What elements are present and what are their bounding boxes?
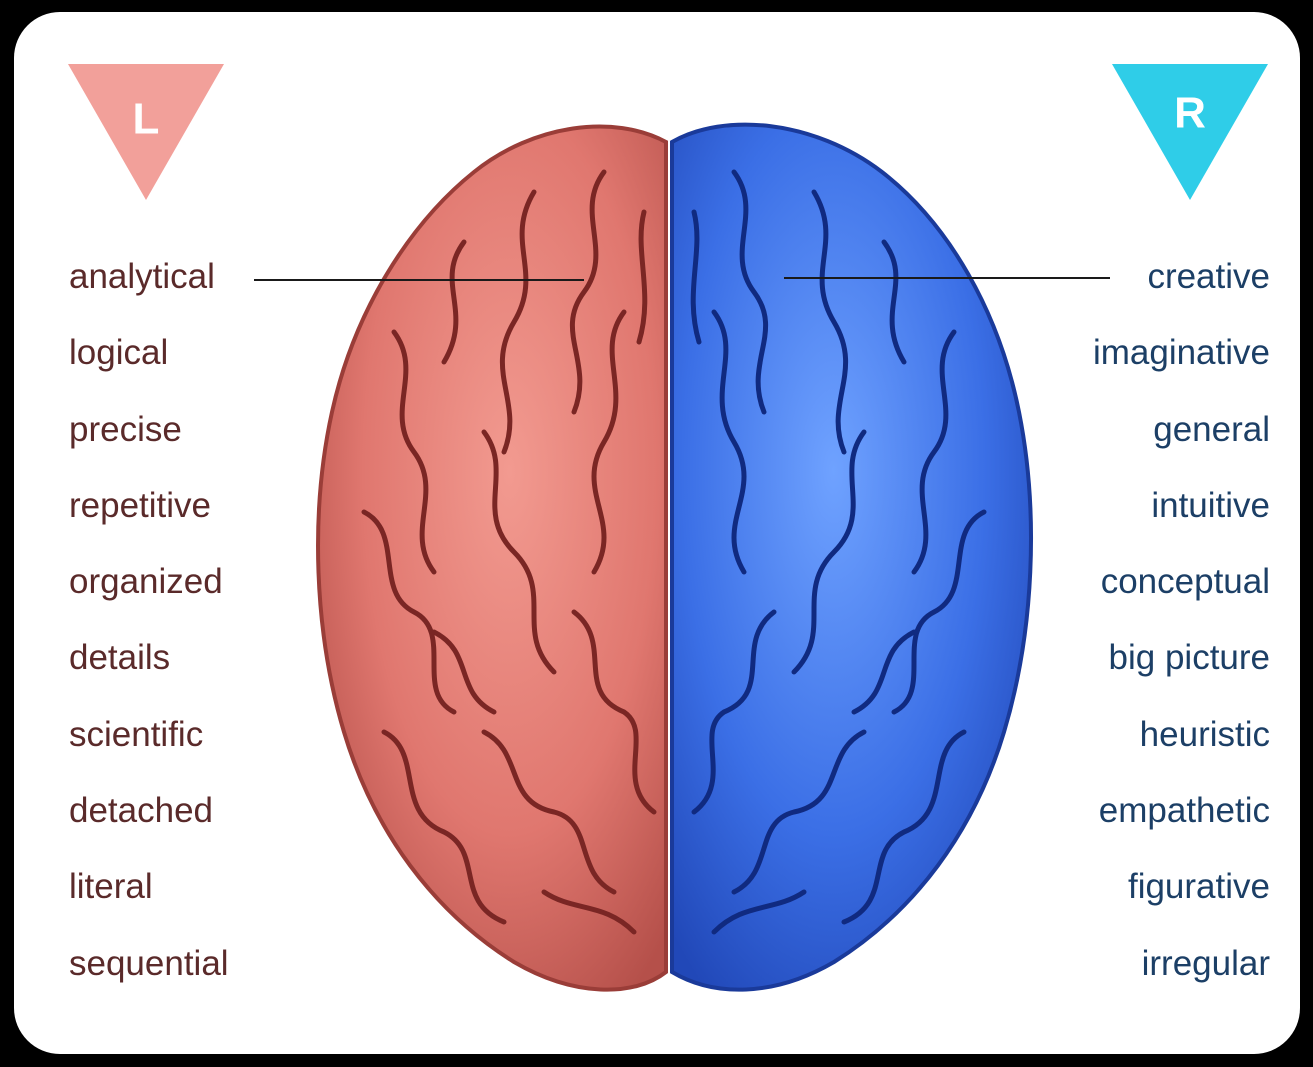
right-badge-letter: R <box>1174 88 1206 138</box>
left-hemisphere-shape <box>318 127 666 990</box>
right-hemisphere-shape <box>672 125 1031 990</box>
left-trait: repetitive <box>69 485 212 525</box>
left-trait: analytical <box>69 257 215 296</box>
right-trait: big picture <box>1108 638 1270 678</box>
diagram-card <box>14 12 1300 1054</box>
right-trait: intuitive <box>1151 485 1270 525</box>
left-trait-list <box>69 252 289 1015</box>
left-trait: literal <box>69 867 153 907</box>
left-trait: precise <box>69 409 182 449</box>
right-trait: heuristic <box>1139 714 1270 754</box>
right-trait: empathetic <box>1098 791 1270 831</box>
right-trait: figurative <box>1127 867 1270 907</box>
left-trait: organized <box>69 562 223 602</box>
right-trait: imaginative <box>1092 333 1270 373</box>
left-trait: sequential <box>69 943 229 983</box>
right-trait: general <box>1153 409 1270 449</box>
left-badge-letter: L <box>132 94 160 144</box>
right-trait-list <box>1024 252 1270 1015</box>
left-trait: logical <box>69 333 169 373</box>
left-trait: scientific <box>69 714 204 754</box>
right-trait: creative <box>1147 257 1270 296</box>
right-trait: irregular <box>1141 943 1270 983</box>
left-trait: detached <box>69 791 214 831</box>
right-trait: conceptual <box>1100 562 1270 602</box>
left-trait: details <box>69 638 171 678</box>
